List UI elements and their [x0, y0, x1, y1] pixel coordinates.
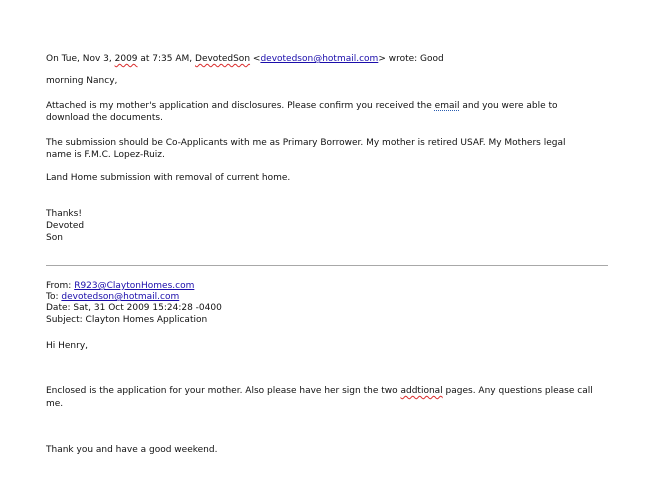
sender-name: DevotedSon [195, 54, 251, 64]
divider [46, 265, 608, 266]
original-body-text-end: pages. Any questions please call [442, 386, 593, 396]
signature-line-3: Son [46, 233, 63, 243]
paragraph-1-text: Attached is my mother's application and disclosures. Please confirm you received the [46, 101, 435, 111]
reply-header-line [46, 53, 444, 65]
to-email-link[interactable]: devotedson@hotmail.com [61, 292, 180, 302]
paragraph-1-line-1 [46, 100, 558, 112]
paragraph-1-line-2: download the documents. [46, 113, 163, 123]
original-greeting: Hi Henry, [46, 341, 89, 351]
paragraph-3: Land Home submission with removal of current home. [46, 173, 291, 183]
closing-line: Thank you and have a good weekend. [46, 445, 218, 455]
subject-line: Subject: Clayton Homes Application [46, 315, 208, 325]
to-label: To: [46, 292, 62, 302]
paragraph-1-text-end: and you were able to [459, 101, 558, 111]
from-email-link[interactable]: R923@ClaytonHomes.com [74, 281, 195, 291]
greeting-line: morning Nancy, [46, 76, 118, 86]
reply-header-suffix: > wrote: Good [378, 54, 444, 64]
signature-line-2: Devoted [46, 221, 85, 231]
original-body-text: Enclosed is the application for your mother. Also please have her sign the two [46, 386, 401, 396]
signature-line-1: Thanks! [46, 209, 82, 219]
paragraph-2-line-2: name is F.M.C. Lopez-Ruiz. [46, 150, 165, 160]
misspelled-word: addtional [400, 386, 443, 396]
date-line: Date: Sat, 31 Oct 2009 15:24:28 -0400 [46, 303, 222, 313]
reply-header-bracket: < [250, 54, 261, 64]
reply-header-prefix: On Tue, Nov 3, [46, 54, 115, 64]
reply-header-time: at 7:35 AM, [137, 54, 196, 64]
from-label: From: [46, 281, 75, 291]
original-body-line-1 [46, 385, 593, 397]
email-word-link[interactable]: email [434, 101, 460, 111]
reply-header-year: 2009 [114, 54, 138, 64]
original-body-line-2: me. [46, 399, 64, 409]
sender-email-link[interactable]: devotedson@hotmail.com [260, 54, 379, 64]
paragraph-2-line-1: The submission should be Co-Applicants with me as Primary Borrower. My mother is retired USAF. My Mothers legal [46, 138, 566, 148]
